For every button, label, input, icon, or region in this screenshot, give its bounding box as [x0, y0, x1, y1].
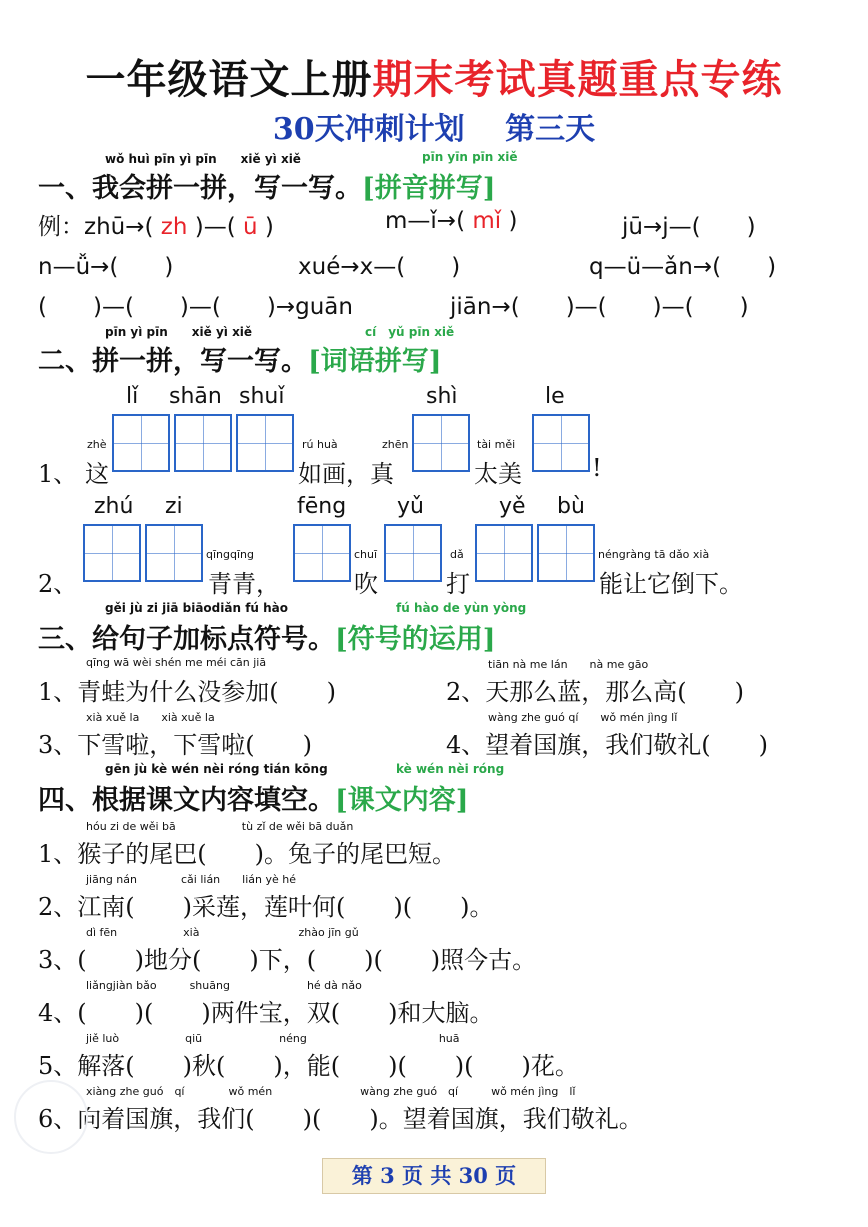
- s2-l2-py-zhu: zhú: [94, 494, 134, 519]
- s3-q4-pinyin: wàng zhe guó qí wǒ mén jìng lǐ: [488, 711, 678, 724]
- s3-q2: 2、天那么蓝，那么高( ): [446, 678, 744, 706]
- s1-pinyin: wǒ huì pīn yì pīn xiě yì xiě: [105, 152, 301, 166]
- s1-row3-jian: jiān→( )—( )—( ): [450, 294, 749, 320]
- s2-l1-text3: 太美: [474, 460, 522, 488]
- writing-box[interactable]: [83, 524, 141, 582]
- s4-i6: 6、向着国旗，我们( )( )。望着国旗，我们敬礼。: [38, 1105, 643, 1133]
- s1-example-end: ): [264, 214, 274, 240]
- page-title: [0, 48, 868, 105]
- page-subtitle: 30天冲刺计划 第三天: [272, 112, 596, 147]
- s4-tag: [课文内容]: [335, 785, 469, 816]
- s1-row2-nu: n—ǚ→( ): [38, 254, 174, 280]
- s1-row1-ju: jū→j—( ): [622, 214, 756, 240]
- s1-example-answer1: zh: [160, 214, 188, 240]
- s2-l1-py-shan: shān: [169, 384, 222, 409]
- s4-i5-pinyin: jiě luò qiū néng huā: [86, 1032, 460, 1045]
- s2-heading-text: 二、拼一拼，写一写。: [38, 346, 308, 377]
- writing-box[interactable]: [412, 414, 470, 472]
- s4-i1-pinyin: hóu zi de wěi bā tù zǐ de wěi bā duǎn: [86, 820, 354, 833]
- s2-l2-py-zi: zi: [165, 494, 183, 519]
- s1-tag: [拼音拼写]: [362, 173, 496, 204]
- s4-pinyin: gēn jù kè wén nèi róng tián kōng: [105, 762, 328, 776]
- s1-row1-example: [38, 208, 274, 241]
- writing-box[interactable]: [537, 524, 595, 582]
- s2-l1-text4: !: [592, 454, 602, 482]
- s1-mi-end: ): [508, 208, 518, 234]
- s2-l1-small-ruhua: rú huà: [302, 438, 338, 451]
- s2-l2-text1: 青青，: [208, 570, 280, 598]
- s4-i6-pinyin: xiàng zhe guó qí wǒ mén wàng zhe guó qí wǒ mén jìng lǐ: [86, 1085, 576, 1098]
- s1-mi-prefix: m—ǐ→(: [385, 208, 466, 234]
- s4-heading-text: 四、根据课文内容填空。: [38, 785, 335, 816]
- s3-q1: 1、青蛙为什么没参加( ): [38, 678, 336, 706]
- s2-l2-py-ye: yě: [499, 494, 526, 519]
- s4-i1: 1、猴子的尾巴( )。兔子的尾巴短。: [38, 840, 456, 868]
- writing-box[interactable]: [174, 414, 232, 472]
- s3-tag-pinyin: fú hào de yùn yòng: [396, 601, 527, 615]
- s4-i4: 4、( )( )两件宝，双( )和大脑。: [38, 999, 494, 1027]
- s3-q3-pinyin: xià xuě la xià xuě la: [86, 711, 215, 724]
- s2-l1-number: 1、: [38, 460, 78, 488]
- s2-l1-py-shi: shì: [426, 384, 458, 409]
- s2-l2-py-yu: yǔ: [397, 494, 424, 519]
- s1-row1-mi: [385, 208, 517, 234]
- page-footer: 第 3 页 共 30 页: [322, 1158, 546, 1194]
- s2-l2-text2: 吹: [354, 570, 378, 598]
- s4-i3: 3、( )地分( )下，( )( )照今古。: [38, 946, 537, 974]
- s4-tag-pinyin: kè wén nèi róng: [396, 762, 505, 776]
- s2-l1-py-le: le: [545, 384, 565, 409]
- s2-l2-small-chui: chuī: [354, 548, 378, 561]
- s1-row2-xue: xué→x—( ): [298, 254, 461, 280]
- s1-example-mid: )—(: [194, 214, 236, 240]
- s2-l2-py-bu: bù: [557, 494, 585, 519]
- s4-i5: 5、解落( )秋( )，能( )( )( )花。: [38, 1052, 579, 1080]
- s4-i3-pinyin: dì fēn xià zhào jīn gǔ: [86, 926, 359, 939]
- s1-example-answer2: ū: [243, 214, 258, 240]
- writing-box[interactable]: [145, 524, 203, 582]
- s1-example-prefix: 例：zhū→(: [38, 214, 154, 240]
- s3-pinyin: gěi jù zi jiā biāodiǎn fú hào: [105, 601, 289, 615]
- s4-i2: 2、江南( )采莲，莲叶何( )( )。: [38, 893, 494, 921]
- writing-box[interactable]: [532, 414, 590, 472]
- s2-l1-py-shui: shuǐ: [239, 384, 285, 409]
- s3-heading: [38, 617, 496, 656]
- s2-pinyin: pīn yì pīn xiě yì xiě: [105, 325, 253, 339]
- s4-heading: [38, 778, 469, 817]
- s1-row2-quan: q—ü—ǎn→( ): [589, 254, 777, 280]
- s2-l2-text3: 打: [446, 570, 470, 598]
- s4-i4-pinyin: liǎngjiàn bǎo shuāng hé dà nǎo: [86, 979, 362, 992]
- s2-l2-small-qingqing: qīngqīng: [206, 548, 254, 561]
- s1-row3-guan: ( )—( )—( )→guān: [38, 294, 353, 320]
- title-black: 一年级语文上册: [85, 56, 373, 103]
- writing-box[interactable]: [475, 524, 533, 582]
- s2-l2-small-da: dǎ: [450, 548, 464, 561]
- s2-l2-small-nengrang: néngràng tā dǎo xià: [598, 548, 710, 561]
- s1-tag-pinyin: pīn yīn pīn xiě: [422, 150, 518, 164]
- s2-l1-py-li: lǐ: [126, 384, 139, 409]
- s4-i2-pinyin: jiāng nán cǎi lián lián yè hé: [86, 873, 296, 886]
- s2-l1-small-zhe: zhè: [87, 438, 107, 451]
- s3-tag: [符号的运用]: [335, 624, 496, 655]
- writing-box[interactable]: [236, 414, 294, 472]
- watermark-seal-icon: [14, 1080, 88, 1154]
- writing-box[interactable]: [293, 524, 351, 582]
- s3-heading-text: 三、给句子加标点符号。: [38, 624, 335, 655]
- s3-q1-pinyin: qīng wā wèi shén me méi cān jiā: [86, 656, 267, 669]
- s1-mi-answer: mǐ: [472, 208, 502, 234]
- s2-tag-pinyin: cí yǔ pīn xiě: [365, 325, 455, 339]
- s3-q3: 3、下雪啦，下雪啦( ): [38, 731, 312, 759]
- s2-l1-text2: 如画，真: [298, 460, 394, 488]
- s2-l1-small-zhen: zhēn: [382, 438, 409, 451]
- writing-box[interactable]: [384, 524, 442, 582]
- s2-l1-text1: 这: [85, 460, 109, 488]
- s2-heading: [38, 339, 442, 378]
- s3-q2-pinyin: tiān nà me lán nà me gāo: [488, 658, 649, 671]
- s1-heading: [38, 166, 496, 205]
- s2-l2-py-feng: fēng: [297, 494, 347, 519]
- s2-l1-small-taimei: tài měi: [477, 438, 516, 451]
- s3-q4: 4、望着国旗，我们敬礼( ): [446, 731, 768, 759]
- s2-l2-number: 2、: [38, 570, 78, 598]
- s2-tag: [词语拼写]: [308, 346, 442, 377]
- s1-heading-text: 一、我会拼一拼，写一写。: [38, 173, 362, 204]
- s2-l2-text4: 能让它倒下。: [599, 570, 743, 598]
- writing-box[interactable]: [112, 414, 170, 472]
- title-red: 期末考试真题重点专练: [372, 56, 783, 103]
